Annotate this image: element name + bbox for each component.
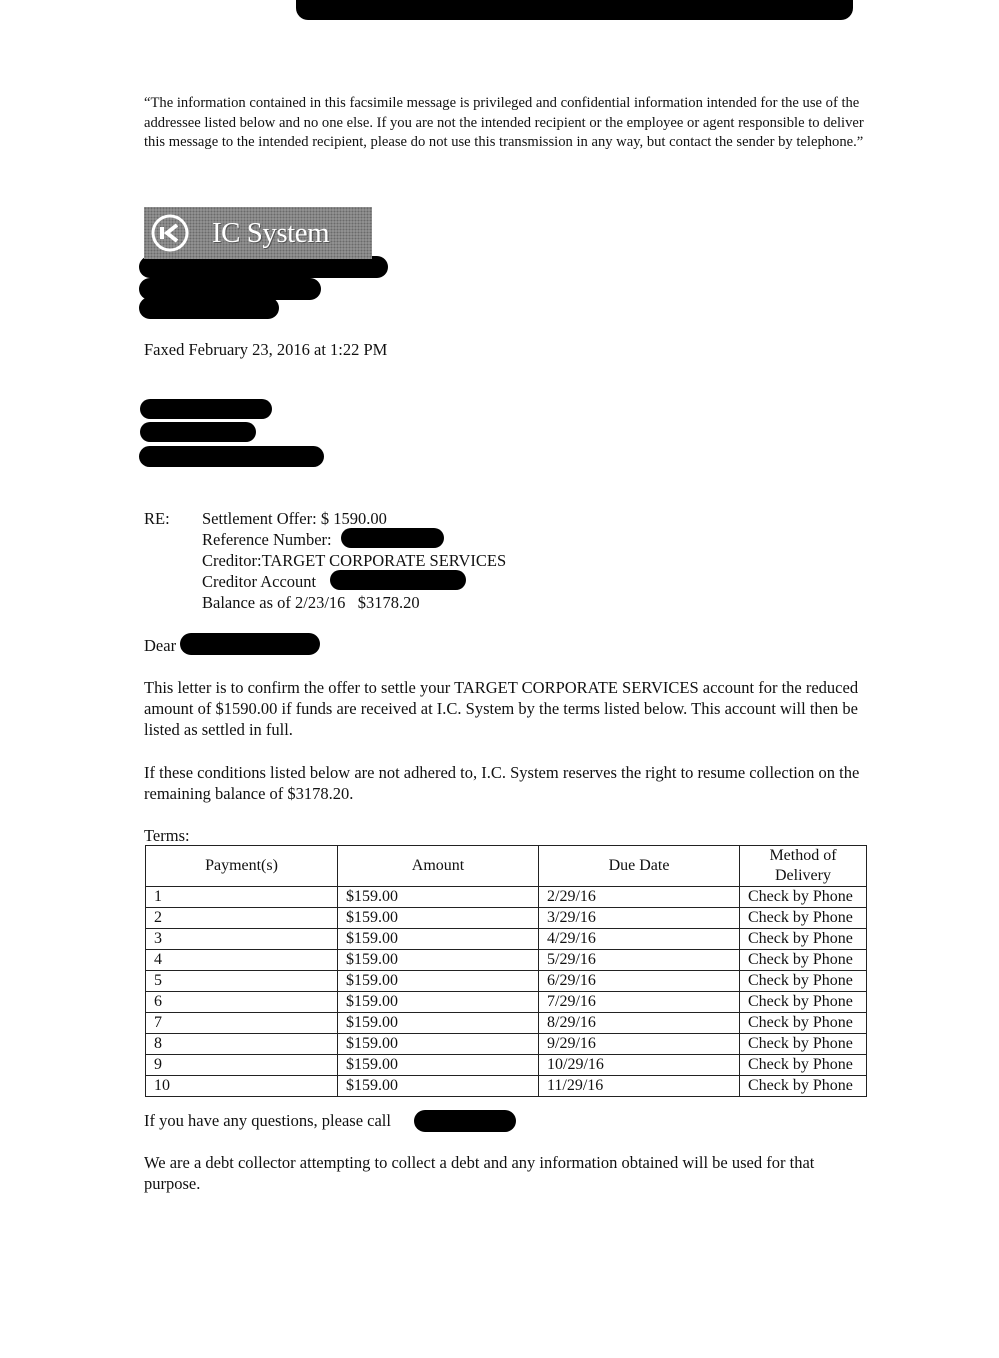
re-label: RE: — [144, 509, 170, 528]
payment-number: 9 — [146, 1055, 338, 1076]
payment-method: Check by Phone — [740, 1055, 867, 1076]
payment-number: 4 — [146, 950, 338, 971]
payment-amount: $159.00 — [338, 992, 539, 1013]
payment-method: Check by Phone — [740, 908, 867, 929]
payment-method: Check by Phone — [740, 1076, 867, 1097]
payment-number: 3 — [146, 929, 338, 950]
payment-method: Check by Phone — [740, 950, 867, 971]
table-row — [146, 1055, 867, 1076]
redaction-recipient-line-1 — [140, 399, 272, 419]
debt-collector-notice: We are a debt collector attempting to collect a debt and any information obtained will be used for that purpose. — [144, 1153, 815, 1193]
redaction-recipient-name — [180, 633, 320, 655]
header-amount: Amount — [338, 846, 539, 887]
payment-amount: $159.00 — [338, 950, 539, 971]
payment-due-date: 9/29/16 — [539, 1034, 740, 1055]
redaction-recipient-line-2 — [140, 422, 256, 442]
payment-method: Check by Phone — [740, 887, 867, 908]
header-due-date: Due Date — [539, 846, 740, 887]
payment-due-date: 3/29/16 — [539, 908, 740, 929]
confidentiality-notice: “The information contained in this facsimile message is privileged and confidential information intended for the use of the addressee listed below and no one else. If you are not the intended recipient or the employee or agent responsible to deliver this message to the intended recipient, please do not use this transmission in any way, but contact the sender by telephone.” — [144, 95, 864, 150]
reference-number-label: Reference Number: — [202, 530, 332, 549]
redaction-sender-line-3 — [139, 297, 279, 319]
payment-due-date: 8/29/16 — [539, 1013, 740, 1034]
payment-schedule-table — [145, 845, 867, 1097]
ic-system-logo-text: IC System — [212, 216, 330, 249]
header-method-of-delivery: Method of Delivery — [740, 846, 867, 887]
payment-due-date: 11/29/16 — [539, 1076, 740, 1097]
table-header-row — [146, 846, 867, 887]
table-row — [146, 887, 867, 908]
payment-due-date: 10/29/16 — [539, 1055, 740, 1076]
settlement-offer: Settlement Offer: $ 1590.00 — [202, 509, 387, 528]
offer-paragraph: This letter is to confirm the offer to settle your TARGET CORPORATE SERVICES account for the reduced amount of $1590.00 if funds are received at I.C. System by the terms listed below. This account will then be listed as settled in full. — [144, 678, 859, 739]
redaction-sender-line-1 — [139, 256, 388, 278]
payment-amount: $159.00 — [338, 908, 539, 929]
payment-amount: $159.00 — [338, 929, 539, 950]
table-row — [146, 971, 867, 992]
payment-method: Check by Phone — [740, 992, 867, 1013]
payment-amount: $159.00 — [338, 887, 539, 908]
payment-method: Check by Phone — [740, 929, 867, 950]
ic-system-logo-mark-icon — [144, 207, 196, 259]
table-row — [146, 950, 867, 971]
payment-amount: $159.00 — [338, 1034, 539, 1055]
table-row — [146, 908, 867, 929]
table-row — [146, 992, 867, 1013]
payment-due-date: 6/29/16 — [539, 971, 740, 992]
questions-line: If you have any questions, please call — [144, 1111, 391, 1130]
faxed-date: Faxed February 23, 2016 at 1:22 PM — [144, 340, 388, 359]
payment-number: 2 — [146, 908, 338, 929]
payment-amount: $159.00 — [338, 1055, 539, 1076]
payment-amount: $159.00 — [338, 971, 539, 992]
ic-system-logo — [144, 207, 372, 259]
redaction-header — [296, 0, 853, 20]
redaction-phone-number — [414, 1110, 516, 1132]
payment-due-date: 7/29/16 — [539, 992, 740, 1013]
payment-number: 6 — [146, 992, 338, 1013]
creditor: Creditor:TARGET CORPORATE SERVICES — [202, 551, 507, 570]
payment-number: 1 — [146, 887, 338, 908]
payment-method: Check by Phone — [740, 971, 867, 992]
table-row — [146, 1076, 867, 1097]
table-row — [146, 1013, 867, 1034]
conditions-paragraph: If these conditions listed below are not adhered to, I.C. System reserves the right to resume collection on the remaining balance of $3178.20. — [144, 763, 860, 803]
payment-number: 7 — [146, 1013, 338, 1034]
payment-due-date: 5/29/16 — [539, 950, 740, 971]
terms-label: Terms: — [144, 826, 190, 845]
re-block — [202, 508, 506, 613]
payment-amount: $159.00 — [338, 1013, 539, 1034]
payment-due-date: 2/29/16 — [539, 887, 740, 908]
payment-due-date: 4/29/16 — [539, 929, 740, 950]
salutation: Dear — [144, 636, 177, 655]
table-row — [146, 1034, 867, 1055]
payment-number: 8 — [146, 1034, 338, 1055]
creditor-account-label: Creditor Account — [202, 572, 317, 591]
payment-method: Check by Phone — [740, 1034, 867, 1055]
table-row — [146, 929, 867, 950]
payment-number: 10 — [146, 1076, 338, 1097]
payment-amount: $159.00 — [338, 1076, 539, 1097]
header-payments: Payment(s) — [146, 846, 338, 887]
payment-method: Check by Phone — [740, 1013, 867, 1034]
balance: Balance as of 2/23/16 $3178.20 — [202, 593, 420, 612]
payment-number: 5 — [146, 971, 338, 992]
redaction-recipient-line-3 — [139, 446, 324, 467]
